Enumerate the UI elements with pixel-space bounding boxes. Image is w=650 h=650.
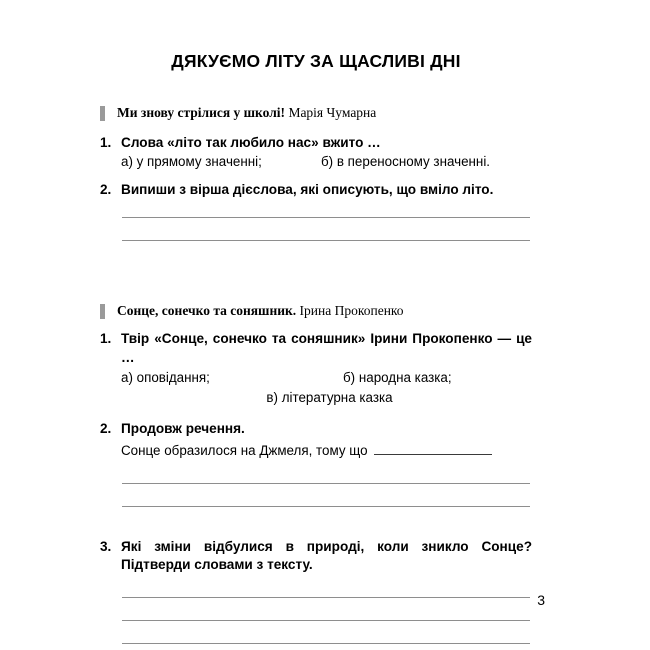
section-2-question-3-number: 3. [100, 538, 112, 554]
inline-answer-blank[interactable] [374, 443, 492, 455]
section-2-q1-option-a[interactable]: а) оповідання; [121, 369, 210, 385]
section-1-author: Марія Чумарна [288, 105, 377, 121]
section-2-question-3 [100, 538, 532, 574]
section-1 [100, 71, 532, 241]
section-1-question-2-answer-lines[interactable] [100, 217, 532, 241]
section-2-question-1-options [100, 369, 532, 407]
section-2-heading [100, 303, 532, 319]
section-2-question-3-answer-lines[interactable] [100, 597, 532, 644]
answer-rule[interactable] [122, 217, 530, 218]
section-2-question-2-number: 2. [100, 420, 112, 436]
section-2-question-2-fill-sentence [100, 443, 532, 458]
section-1-q1-option-a[interactable]: а) у прямому значенні; [121, 153, 262, 169]
answer-rule[interactable] [122, 483, 530, 484]
section-2-question-2-answer-lines[interactable] [100, 483, 532, 507]
section-2-author: Ірина Прокопенко [299, 302, 404, 318]
section-1-question-1-text: Слова «літо так любило нас» вжито … [121, 134, 381, 150]
section-1-q1-option-b[interactable]: б) в переносному значенні. [321, 153, 491, 169]
section-1-question-2-number: 2. [100, 181, 112, 197]
section-2 [100, 241, 532, 644]
answer-rule[interactable] [122, 643, 530, 644]
page-title: ДЯКУЄМО ЛІТУ ЗА ЩАСЛИВІ ДНІ [171, 51, 461, 71]
section-1-question-2-text: Випиши з вірша дієслова, які описують, що вміло літо. [121, 181, 494, 197]
section-2-question-3-text: Які зміни відбулися в природі, коли зникло Сонце? Підтверди словами з тексту. [121, 538, 532, 572]
section-2-question-1-number: 1. [100, 331, 112, 347]
answer-rule[interactable] [122, 620, 530, 621]
section-marker-bar-icon [100, 304, 105, 319]
section-1-question-2 [100, 181, 532, 199]
page-number: 3 [537, 592, 545, 608]
section-1-question-1-number: 1. [100, 134, 112, 150]
section-2-question-1-text: Твір «Сонце, сонечко та соняшник» Ірини Прокопенко — це … [121, 331, 532, 365]
section-2-q1-option-b[interactable]: б) народна казка; [343, 369, 452, 385]
answer-rule[interactable] [122, 506, 530, 507]
section-1-question-1 [100, 134, 532, 152]
section-2-question-2-text: Продовж речення. [121, 420, 245, 436]
page-content [100, 0, 532, 644]
answer-rule[interactable] [122, 597, 530, 598]
section-marker-bar-icon [100, 106, 105, 121]
option-row [121, 369, 532, 387]
section-2-q1-option-c[interactable]: в) літературна казка [266, 389, 393, 405]
section-2-title: Сонце, сонечко та соняшник. [117, 302, 297, 318]
option-row [121, 153, 532, 171]
section-1-heading [100, 105, 532, 121]
option-row [121, 389, 532, 407]
section-1-question-1-options [100, 153, 532, 171]
section-2-question-2 [100, 420, 532, 438]
section-2-question-1 [100, 330, 532, 366]
section-1-title: Ми знову стрілися у школі! [117, 105, 286, 121]
fill-sentence-text: Сонце образилося на Джмеля, тому що [121, 442, 368, 458]
